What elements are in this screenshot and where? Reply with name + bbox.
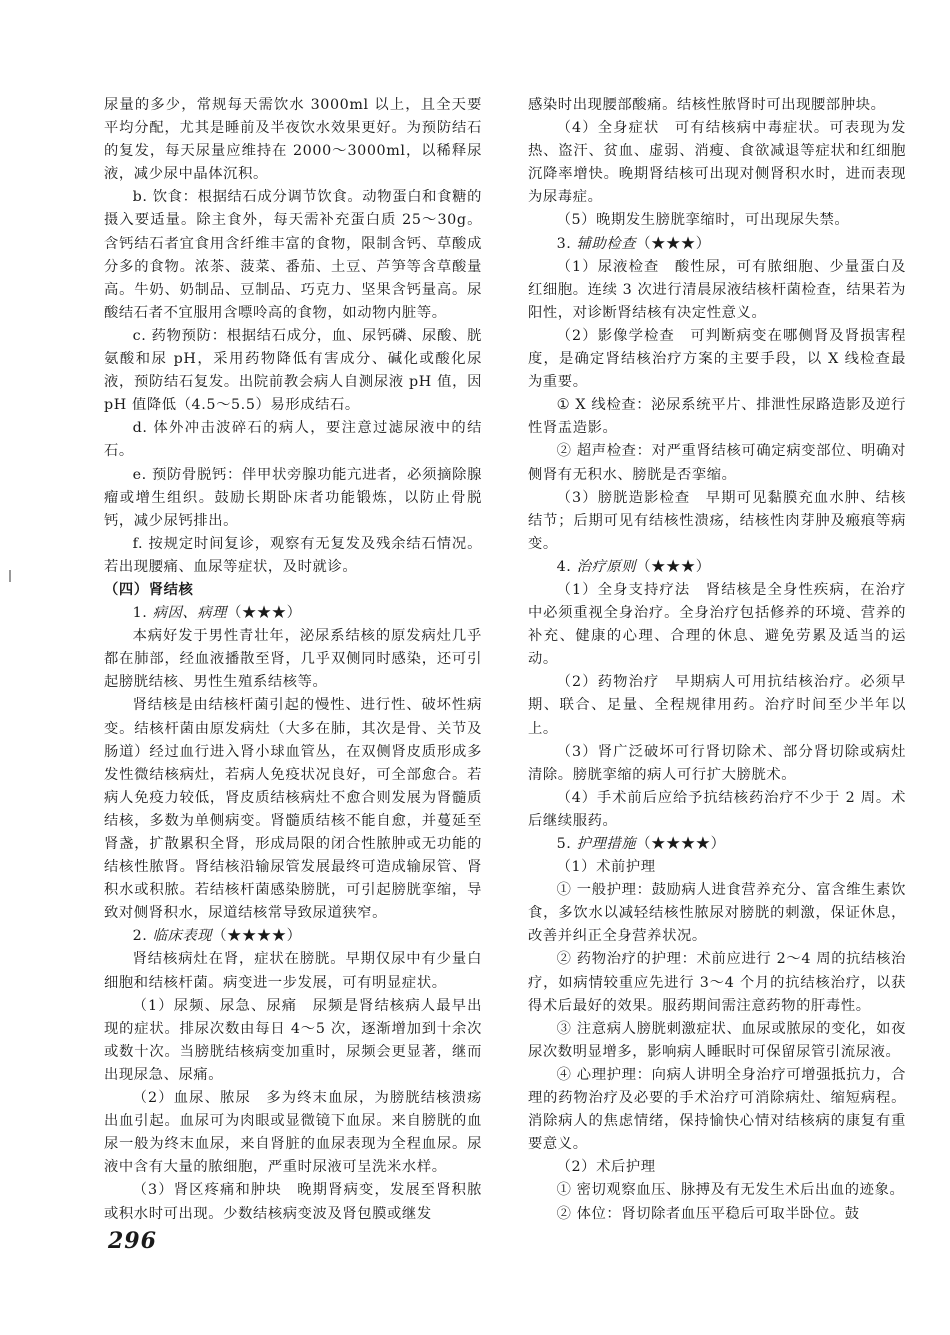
paragraph: ① X 线检查：泌尿系统平片、排泄性尿路造影及逆行性肾盂造影。 [528,397,906,437]
paragraph: （5）晚期发生膀胱挛缩时，可出现尿失禁。 [556,212,850,229]
section-number: 5. [556,836,577,852]
section-heading [528,556,906,579]
paragraph: （3）膀胱造影检查 早期可见黏膜充血水肿、结核结节；后期可见有结核性溃疡，结核性肉芽肿及瘢痕等病变。 [528,489,906,552]
paragraph: 本病好发于男性青壮年，泌尿系结核的原发病灶几乎都在肺部，经血液播散至肾，几乎双侧同时感染，还可引起膀胱结核、男性生殖系结核等。 [104,628,482,691]
paragraph: ③ 注意病人膀胱刺激症状、血尿或脓尿的变化，如夜尿次数明显增多，影响病人睡眠时可保留尿管引流尿液。 [528,1020,906,1060]
section-heading [104,602,482,625]
section-title: 治疗原则 [576,558,637,575]
paragraph: ② 超声检查：对严重肾结核可确定病变部位、明确对侧肾有无积水、膀胱是否挛缩。 [528,443,906,483]
paragraph: （1）尿频、尿急、尿痛 尿频是肾结核病人最早出现的症状。排尿次数由每日 4～5 次，逐渐增加到十余次或数十次。当膀胱结核病变加重时，尿频会更显著，继而出现尿急、尿痛。 [104,997,482,1083]
importance-stars: （★★★） [636,558,711,575]
paragraph: （4）手术前后应给予抗结核药治疗不少于 2 周。术后继续服药。 [528,789,906,829]
section-number: 1. [132,605,153,622]
paragraph: ① 一般护理：鼓励病人进食营养充分、富含维生素饮食，多饮水以减轻结核性脓尿对膀胱的刺激，保证休息，改善并纠正全身营养状况。 [528,882,906,945]
section-heading [528,233,906,256]
section-number: 2. [132,928,153,945]
paragraph: （2）血尿、脓尿 多为终末血尿，为膀胱结核溃疡出血引起。血尿可为肉眼或显微镜下血尿。来自膀胱的血尿一般为终末血尿，来自肾脏的血尿表现为全程血尿。尿液中含有大量的脓细胞，严重时尿液可呈洗米水样。 [104,1090,482,1176]
paragraph: （1）全身支持疗法 肾结核是全身性疾病，在治疗中必须重视全身治疗。全身治疗包括修养的环境、营养的补充、健康的心理、合理的休息、避免劳累及适当的运动。 [528,581,906,668]
importance-stars: （★★★） [636,235,711,252]
paragraph: b. 饮食：根据结石成分调节饮食。动物蛋白和食糖的摄入要适量。除主食外，每天需补充蛋白质 25～30g。含钙结石者宜食用含纤维丰富的食物，限制含钙、草酸成分多的食物。浓茶、菠菜、番茄、土豆、芦笋等含草酸量高。牛奶、奶制品、豆制品、巧克力、坚果含钙量高。尿酸结石者不宜服用含嘌呤高的食物，如动物内脏等。 [104,189,482,321]
section-number: 4. [556,558,577,575]
section-heading [528,833,906,856]
paragraph: （2）药物治疗 早期病人可用抗结核治疗。必须早期、联合、足量、全程规律用药。治疗时间至少半年以上。 [528,674,906,737]
section-number: 3. [556,235,577,252]
paragraph: （2）影像学检查 可判断病变在哪侧肾及肾损害程度，是确定肾结核治疗方案的主要手段，以 X 线检查最为重要。 [528,327,906,391]
paragraph: f. 按规定时间复诊，观察有无复发及残余结石情况。若出现腰痛、血尿等症状，及时就诊。 [104,535,482,575]
paragraph: ① 密切观察血压、脉搏及有无发生术后出血的迹象。 [556,1182,905,1199]
paragraph: （1）尿液检查 酸性尿，可有脓细胞、少量蛋白及红细胞。连续 3 次进行清晨尿液结核杆菌检查，结果若为阳性，对诊断肾结核有决定性意义。 [528,258,906,321]
paragraph: ④ 心理护理：向病人讲明全身治疗可增强抵抗力，合理的药物治疗及必要的手术治疗可消除病灶、缩短病程。消除病人的焦虑情绪，保持愉快心情对结核病的康复有重要意义。 [528,1066,906,1153]
paragraph: （3）肾广泛破坏可行肾切除术、部分肾切除或病灶清除。膀胱挛缩的病人可行扩大膀胱术。 [528,743,906,783]
paragraph: ② 体位：肾切除者血压平稳后可取半卧位。鼓 [556,1205,860,1222]
chapter-heading: （四）肾结核 [104,581,194,598]
importance-stars: （★★★★） [212,928,302,945]
paragraph: c. 药物预防：根据结石成分，血、尿钙磷、尿酸、胱氨酸和尿 pH，采用药物降低有害成分、碱化或酸化尿液，预防结石复发。出院前教会病人自测尿液 pH 值，因 pH 值降低（4.5～5.5）易形成结石。 [104,327,482,414]
paragraph: （3）肾区疼痛和肿块 晚期肾病变，发展至肾积脓或积水时可出现。少数结核病变波及肾包膜或继发 [104,1182,482,1222]
margin-mark [9,570,11,582]
importance-stars: （★★★） [227,605,302,622]
page-number: 296 [108,1228,157,1254]
paragraph: （4）全身症状 可有结核病中毒症状。可表现为发热、盗汗、贫血、虚弱、消瘦、食欲减退等症状和红细胞沉降率增快。晚期肾结核可出现对侧肾积水时，进而表现为尿毒症。 [528,120,906,206]
paragraph: （2）术后护理 [556,1159,656,1176]
paragraph: 尿量的多少，常规每天需饮水 3000ml 以上，且全天要平均分配，尤其是睡前及半夜饮水效果更好。为预防结石的复发，每天尿量应维持在 2000～3000ml，以稀释尿液，减少尿中晶体沉积。 [104,97,482,183]
left-column [104,94,482,1226]
paragraph: 肾结核是由结核杆菌引起的慢性、进行性、破坏性病变。结核杆菌由原发病灶（大多在肺，其次是骨、关节及肠道）经过血行进入肾小球血管丛，在双侧肾皮质形成多发性微结核病灶，若病人免疫状况良好，可全部愈合。若病人免疫力较低，肾皮质结核病灶不愈合则发展为肾髓质结核，多数为单侧病变。肾髓质结核不能自愈，并蔓延至肾盏，扩散累积全肾，形成局限的闭合性脓肿或无功能的结核性脓肾。肾结核沿输尿管发展最终可造成输尿管、肾积水或积脓。若结核杆菌感染膀胱，可引起膀胱挛缩，导致对侧肾积水，尿道结核常导致尿道狭窄。 [104,697,482,922]
section-heading [104,925,482,948]
paragraph: ② 药物治疗的护理：术前应进行 2～4 周的抗结核治疗，如病情较重应先进行 3～4 个月的抗结核治疗，以获得术后最好的效果。服药期间需注意药物的肝毒性。 [528,951,906,1014]
section-title: 临床表现 [152,928,213,945]
paragraph: d. 体外冲击波碎石的病人，要注意过滤尿液中的结石。 [104,420,482,460]
section-title: 辅助检查 [576,235,637,252]
section-title: 护理措施 [576,836,637,852]
paragraph: 感染时出现腰部酸痛。结核性脓肾时可出现腰部肿块。 [528,97,886,113]
paragraph: （1）术前护理 [556,859,656,876]
section-title: 病因、病理 [152,605,228,622]
paragraph: e. 预防骨脱钙：伴甲状旁腺功能亢进者，必须摘除腺瘤或增生组织。鼓励长期卧床者功能锻炼，以防止骨脱钙，减少尿钙排出。 [104,466,482,529]
paragraph: 肾结核病灶在肾，症状在膀胱。早期仅尿中有少量白细胞和结核杆菌。病变进一步发展，可有明显症状。 [104,951,482,991]
importance-stars: （★★★★） [636,836,726,852]
right-column [528,94,906,1226]
